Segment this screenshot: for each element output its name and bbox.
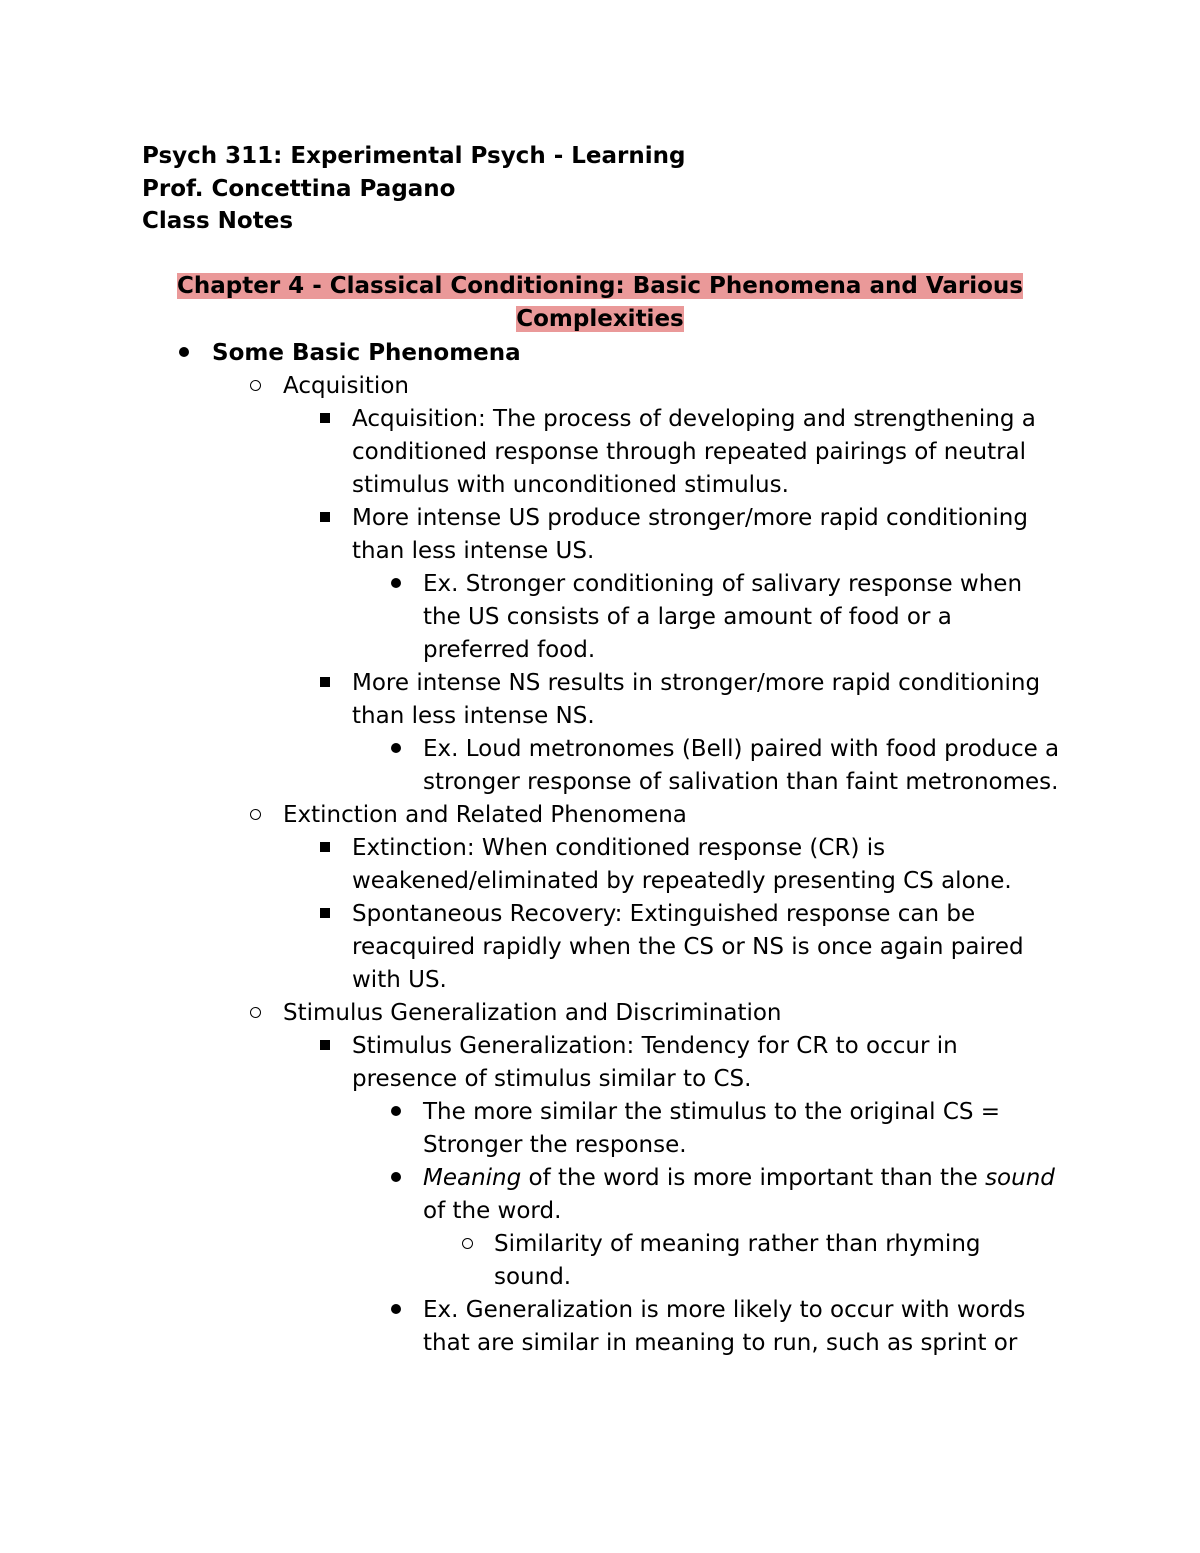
- section-heading: Some Basic Phenomena: [212, 340, 521, 366]
- list-item: [0, 832, 1062, 898]
- bullet-disc-icon: [384, 733, 408, 766]
- note-text: More intense NS results in stronger/more rapid conditioning than less intense NS.: [352, 670, 1041, 729]
- bullet-circle-icon: [243, 997, 267, 1030]
- list-item: [0, 337, 1052, 370]
- subsection-heading: Acquisition: [283, 373, 409, 399]
- note-text: Extinction: When conditioned response (CR) is weakened/eliminated by repeatedly presenting CS alone.: [352, 835, 1012, 894]
- professor-name: Prof. Concettina Pagano: [142, 175, 456, 202]
- note-text: Acquisition: The process of developing and strengthening a conditioned response through repeated pairings of neutral stimulus with unconditioned stimulus.: [352, 406, 1036, 498]
- list-item: [0, 1030, 1062, 1096]
- bullet-square-icon: [313, 403, 337, 436]
- bullet-square-icon: [313, 898, 337, 931]
- subsection-heading: Stimulus Generalization and Discrimination: [283, 1000, 782, 1026]
- document-type: Class Notes: [142, 208, 294, 234]
- list-item: [0, 997, 1063, 1030]
- list-item: [0, 667, 1062, 733]
- bullet-circle-icon: [455, 1228, 479, 1261]
- note-text: Ex. Generalization is more likely to occur with words that are similar in meaning to run, such as sprint or: [423, 1297, 1026, 1356]
- note-text-part: of the word is more important than the: [521, 1165, 986, 1191]
- note-text: Stimulus Generalization: Tendency for CR to occur in presence of stimulus similar to CS.: [352, 1033, 958, 1092]
- emphasis-meaning: Meaning: [423, 1165, 522, 1191]
- list-item: [0, 502, 1062, 568]
- bullet-disc-icon: [172, 337, 196, 370]
- list-item: [0, 733, 1063, 799]
- emphasis-sound: sound: [985, 1165, 1055, 1191]
- bullet-circle-icon: [243, 799, 267, 832]
- bullet-square-icon: [313, 1030, 337, 1063]
- list-item: [0, 1228, 1064, 1294]
- bullet-disc-icon: [384, 568, 408, 601]
- list-item: [0, 898, 1062, 997]
- bullet-square-icon: [313, 832, 337, 865]
- bullet-circle-icon: [243, 370, 267, 403]
- note-text: Spontaneous Recovery: Extinguished response can be reacquired rapidly when the CS or NS is once again paired with US.: [352, 901, 1024, 993]
- notes-outline: [0, 337, 1200, 1360]
- bullet-disc-icon: [384, 1294, 408, 1327]
- list-item: [0, 568, 1063, 667]
- document-header: [142, 140, 685, 238]
- bullet-square-icon: [313, 667, 337, 700]
- note-text: The more similar the stimulus to the original CS = Stronger the response.: [423, 1099, 1001, 1158]
- list-item: [0, 370, 1063, 403]
- bullet-disc-icon: [384, 1096, 408, 1129]
- list-item: [0, 799, 1063, 832]
- course-title: Psych 311: Experimental Psych - Learning: [142, 143, 686, 169]
- list-item: [0, 1294, 1063, 1360]
- chapter-title-line1: Chapter 4 - Classical Conditioning: Basic Phenomena and Various: [177, 273, 1023, 299]
- note-text: More intense US produce stronger/more rapid conditioning than less intense US.: [352, 505, 1028, 564]
- note-text: Ex. Stronger conditioning of salivary response when the US consists of a large amount of food or a preferred food.: [423, 571, 1023, 663]
- bullet-disc-icon: [384, 1162, 408, 1195]
- list-item: [0, 403, 1062, 502]
- note-text-part: of the word.: [423, 1198, 562, 1224]
- chapter-title-line2: Complexities: [516, 306, 684, 332]
- note-text: Similarity of meaning rather than rhyming sound.: [494, 1231, 981, 1290]
- note-text: Ex. Loud metronomes (Bell) paired with food produce a stronger response of salivation than faint metronomes.: [423, 736, 1060, 795]
- list-item: [0, 1096, 1063, 1162]
- subsection-heading: Extinction and Related Phenomena: [283, 802, 687, 828]
- note-text: [423, 1162, 1063, 1228]
- chapter-title: [160, 270, 1040, 336]
- list-item: [0, 1162, 1063, 1228]
- bullet-square-icon: [313, 502, 337, 535]
